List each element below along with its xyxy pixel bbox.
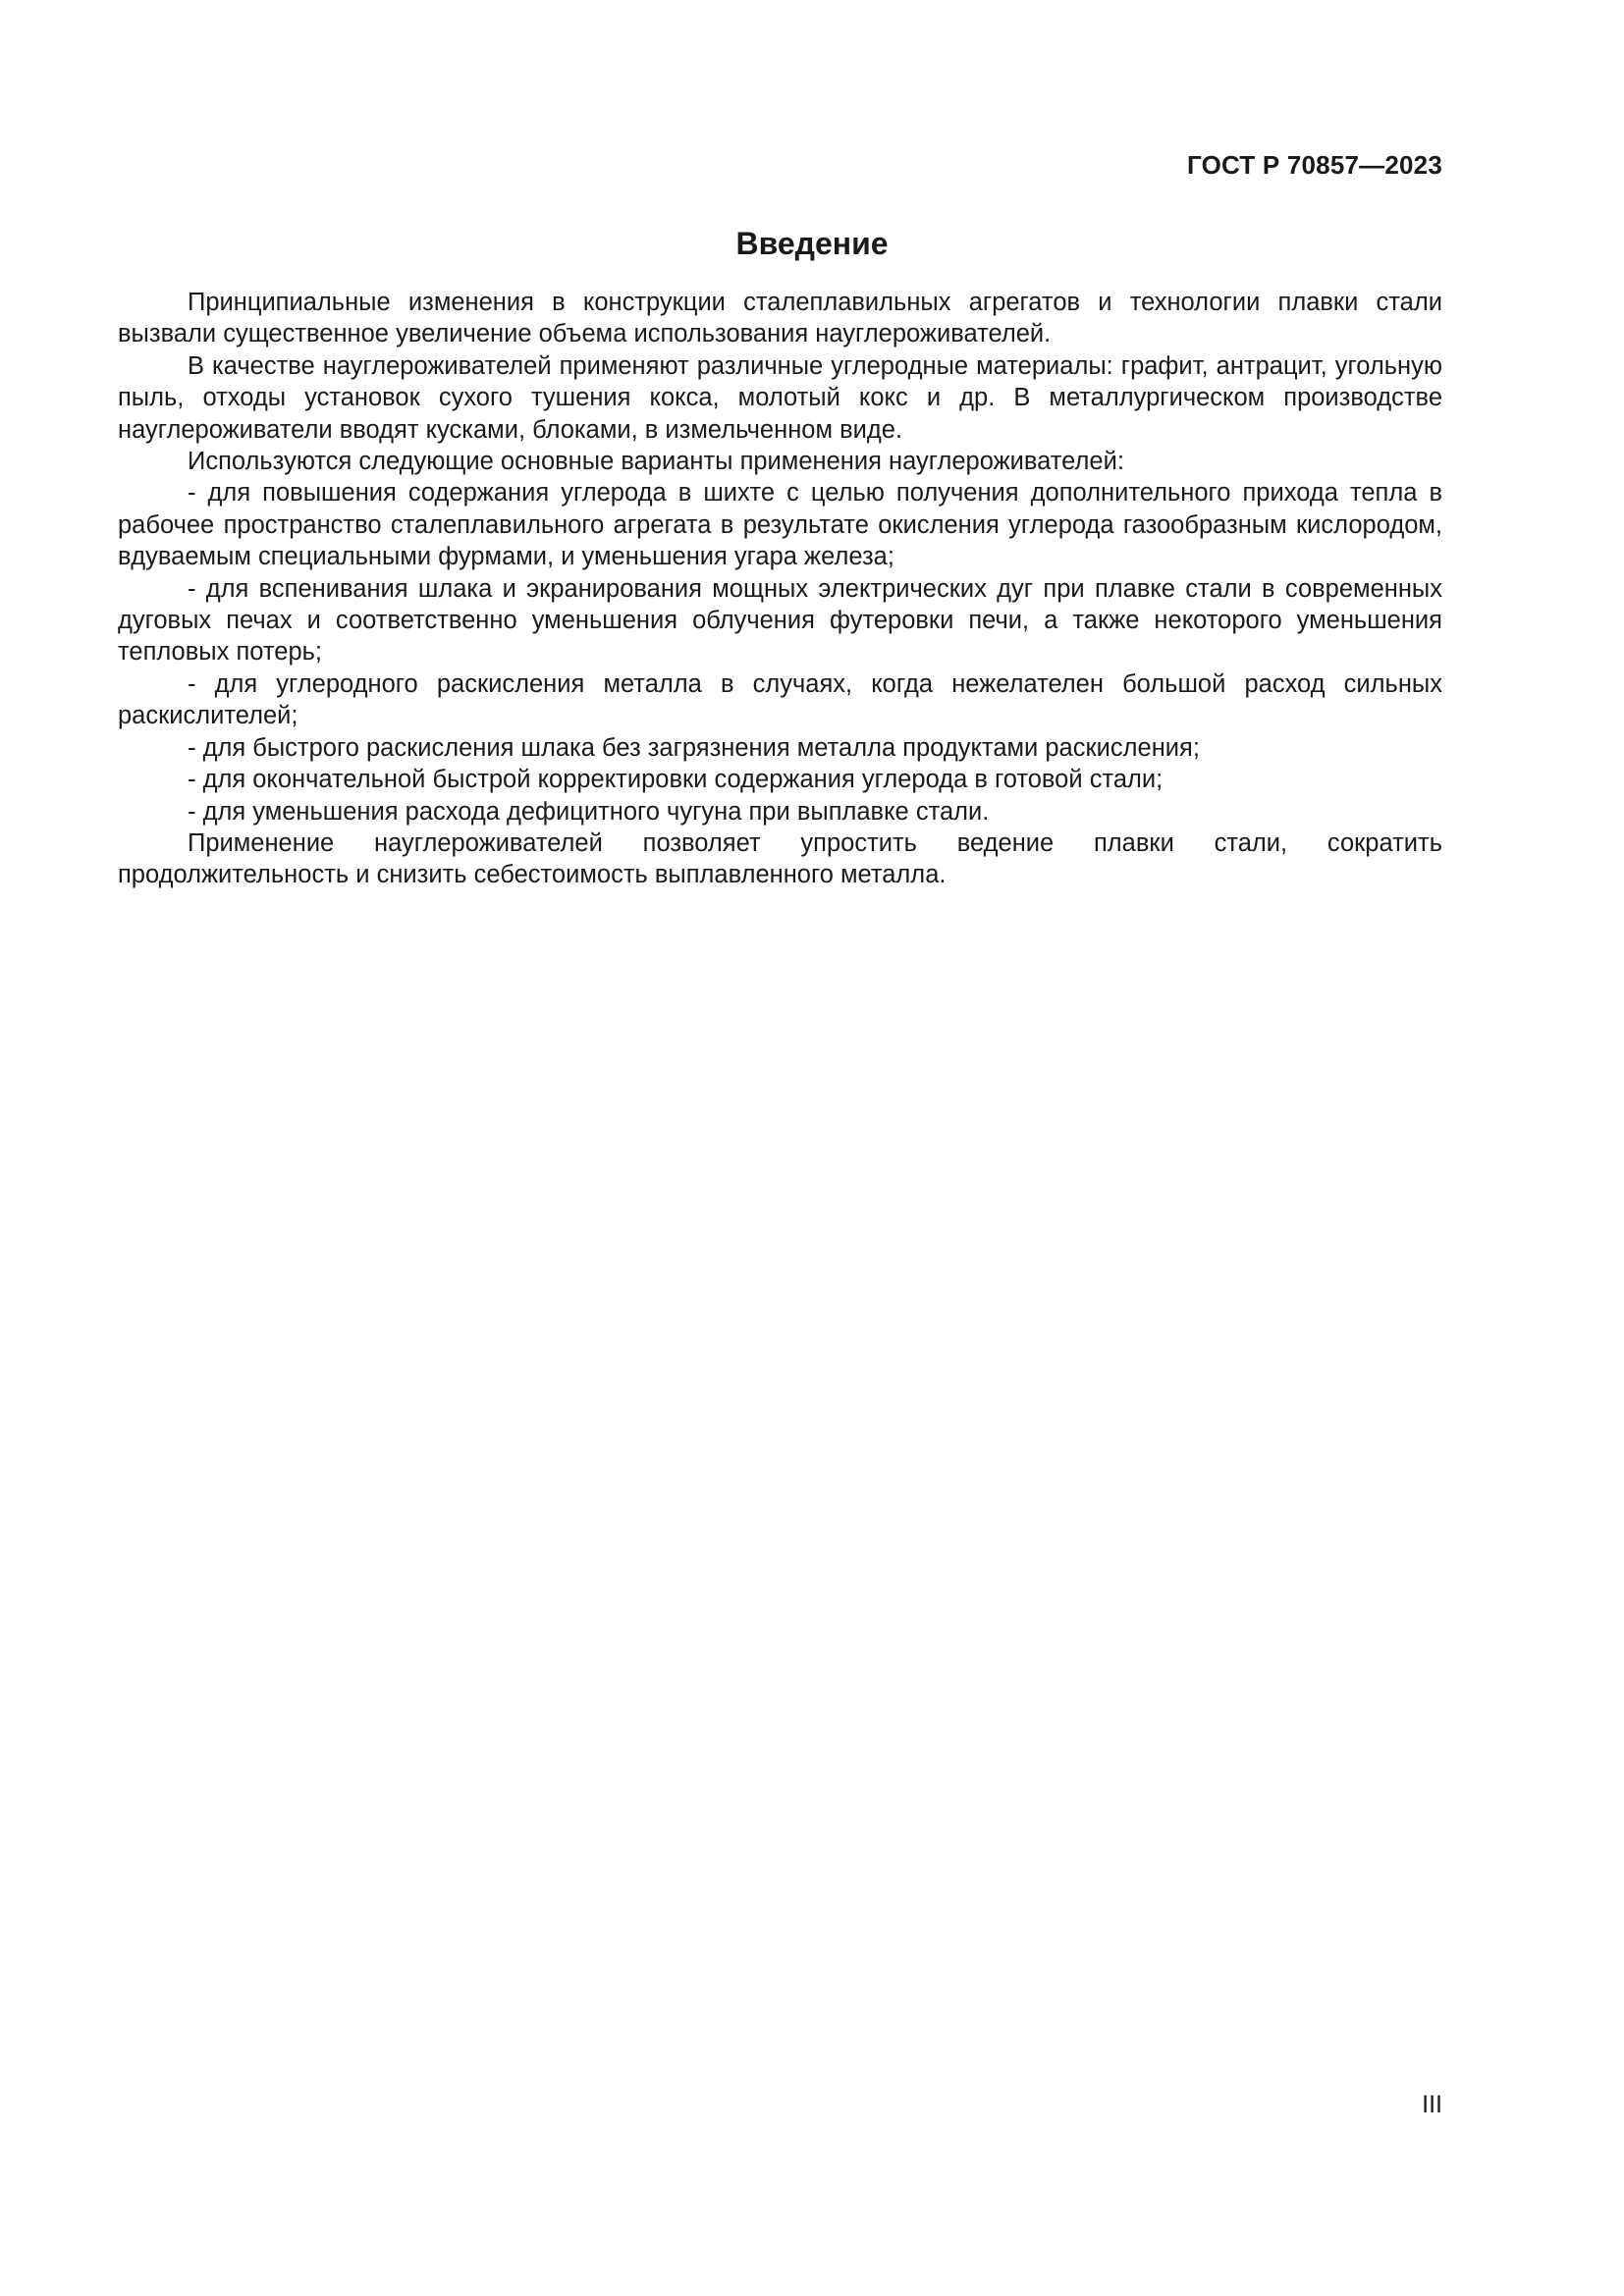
list-item: - для уменьшения расхода дефицитного чугуна при выплавке стали.: [188, 797, 990, 826]
page-number: III: [1422, 2091, 1442, 2118]
list-item: - для окончательной быстрой корректировки содержания углерода в готовой стали;: [188, 766, 1164, 794]
section-title: Введение: [735, 226, 889, 261]
paragraph: Используются следующие основные варианты применения науглероживателей:: [188, 448, 1124, 476]
section-body: [118, 287, 1442, 891]
list-item: - для вспенивания шлака и экранирования мощных электрических дуг при плавке стали в современных дуговых печах и соответственно уменьшения облучения футеровки печи, а также некоторого уменьшения тепловых потерь;: [118, 574, 1442, 667]
paragraph: В качестве науглероживателей применяют различные углеродные материалы: графит, антрацит, угольную пыль, отходы установок сухого тушения кокса, молотый кокс и др. В металлургическом производстве науглероживатели вводят кусками, блоками, в измельченном виде.: [118, 351, 1442, 444]
paragraph: Принципиальные изменения в конструкции сталеплавильных агрегатов и технологии плавки стали вызвали существенное увеличение объема использования науглероживателей.: [118, 289, 1442, 348]
list-item: - для быстрого раскисления шлака без загрязнения металла продуктами раскисления;: [188, 733, 1200, 762]
list-item: - для углеродного раскисления металла в случаях, когда нежелателен большой расход сильных раскислителей;: [118, 669, 1442, 730]
paragraph: Применение науглероживателей позволяет упростить ведение плавки стали, сократить продолжительность и снизить себестоимость выплавленного металла.: [118, 828, 1442, 889]
standard-code: ГОСТ Р 70857—2023: [1187, 150, 1442, 180]
list-item: - для повышения содержания углерода в шихте с целью получения дополнительного прихода тепла в рабочее пространство сталеплавильного агрегата в результате окисления углерода газообразным кислородом, вдуваемым специальными фурмами, и уменьшения угара железа;: [118, 479, 1442, 571]
